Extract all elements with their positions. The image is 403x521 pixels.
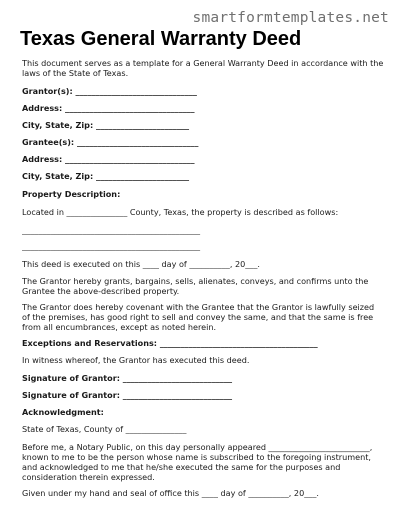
grantor-city-state-zip-field: City, State, Zip: _______________________ bbox=[22, 120, 190, 130]
grantee-address-field: Address: ________________________________ bbox=[22, 154, 195, 164]
acknowledgment-heading: Acknowledgment: bbox=[22, 407, 104, 417]
grantee-field: Grantee(s): ______________________________ bbox=[22, 137, 199, 147]
grantor-signature-line-1: Signature of Grantor: ___________________________ bbox=[22, 373, 233, 383]
notary-paragraph: Before me, a Notary Public, on this day personally appeared _________________________, known to me to be the person whose name is subscribed to the foregoing instrument, and acknowledged to me that he/she executed the same for the purposes and consideration therein expressed. bbox=[22, 442, 373, 482]
located-in-line: Located in _______________ County, Texas, the property is described as follows: bbox=[22, 207, 339, 217]
given-under-hand-line: Given under my hand and seal of office this ____ day of __________, 20___. bbox=[22, 488, 319, 498]
description-blank-line-2: ____________________________________________ bbox=[22, 241, 201, 251]
property-description-heading: Property Description: bbox=[22, 189, 121, 199]
execution-date-line: This deed is executed on this ____ day of __________, 20___. bbox=[22, 259, 260, 269]
grantee-city-state-zip-field: City, State, Zip: _______________________ bbox=[22, 171, 190, 181]
state-county-line: State of Texas, County of _______________ bbox=[22, 424, 187, 434]
grantor-field: Grantor(s): ______________________________ bbox=[22, 86, 197, 96]
exceptions-reservations-field: Exceptions and Reservations: _______________________________________ bbox=[22, 338, 318, 348]
grantor-signature-line-2: Signature of Grantor: ___________________________ bbox=[22, 390, 233, 400]
site-watermark: smartformtemplates.net bbox=[192, 10, 389, 26]
grant-clause-paragraph: The Grantor hereby grants, bargains, sells, alienates, conveys, and confirms unto the Grantee the above-described property. bbox=[22, 276, 369, 296]
intro-paragraph: This document serves as a template for a General Warranty Deed in accordance with the laws of the State of Texas. bbox=[22, 58, 384, 78]
document-title: Texas General Warranty Deed bbox=[20, 28, 302, 50]
covenant-clause-paragraph: The Grantor does hereby covenant with the Grantee that the Grantor is lawfully seized of the premises, has good right to sell and convey the same, and that the same is free from all encumbrances, except as noted herein. bbox=[22, 302, 375, 332]
in-witness-line: In witness whereof, the Grantor has executed this deed. bbox=[22, 355, 250, 365]
description-blank-line-1: ____________________________________________ bbox=[22, 225, 201, 235]
grantor-address-field: Address: ________________________________ bbox=[22, 103, 195, 113]
